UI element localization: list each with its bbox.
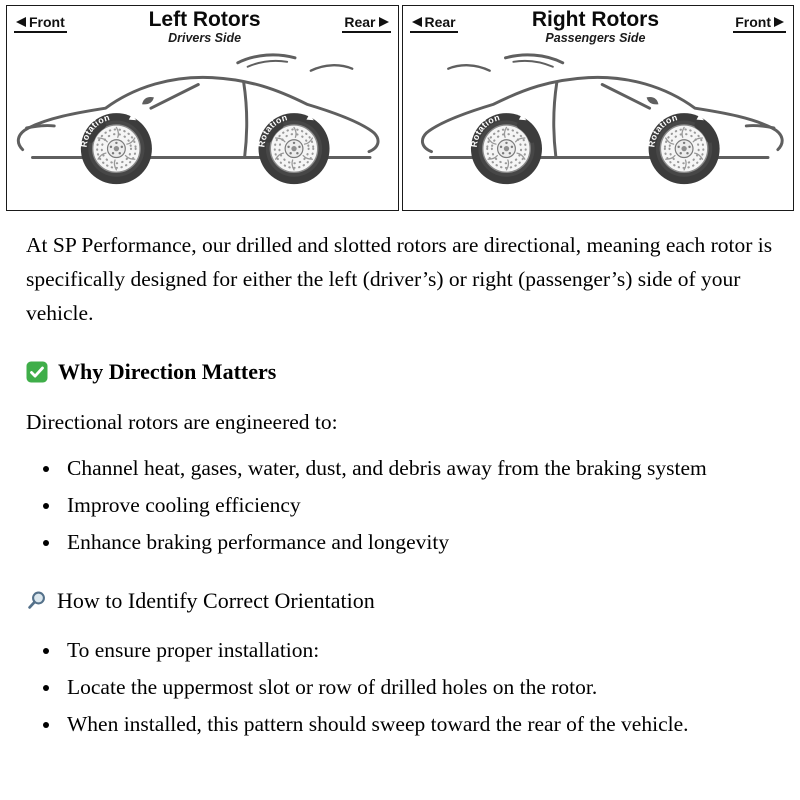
list-item: • Enhance braking performance and longevity <box>62 526 774 560</box>
panel-header <box>410 9 787 45</box>
panel-subtitle: Drivers Side <box>168 31 242 46</box>
left-rotors-panel <box>6 5 399 211</box>
arrow-right-icon <box>774 17 784 27</box>
car-illustration-right <box>410 47 787 197</box>
direction-label-text: Front <box>735 14 771 30</box>
panel-title: Right Rotors <box>531 8 660 31</box>
section-heading-text: Why Direction Matters <box>58 358 277 384</box>
rotation-label: Rotation <box>256 112 289 149</box>
panel-title-block <box>532 9 659 45</box>
lead-paragraph: Directional rotors are engineered to: <box>26 409 338 434</box>
benefits-list <box>26 452 774 560</box>
rotation-label: Rotation <box>645 112 679 149</box>
arrow-left-icon <box>412 17 422 27</box>
arrow-right-icon <box>379 17 389 27</box>
rear-direction-label <box>410 12 458 33</box>
section-heading-direction-matters <box>26 355 774 390</box>
front-direction-label <box>733 12 786 33</box>
panel-title-block <box>149 9 261 45</box>
arrow-left-icon <box>16 17 26 27</box>
car-illustration-left <box>14 47 391 197</box>
list-item: • Improve cooling efficiency <box>62 489 774 523</box>
front-direction-label <box>14 12 67 33</box>
rotor-direction-diagram <box>0 0 800 215</box>
list-item: • Locate the uppermost slot or row of drilled holes on the rotor. <box>62 671 774 705</box>
list-item: • To ensure proper installation: <box>62 634 774 668</box>
direction-label-text: Front <box>29 14 65 30</box>
orientation-list <box>26 634 774 742</box>
magnifier-icon <box>26 590 47 611</box>
rotation-label: Rotation <box>78 112 112 149</box>
rotation-label: Rotation <box>468 112 501 149</box>
direction-label-text: Rear <box>344 14 376 30</box>
section-heading-orientation <box>26 584 774 619</box>
panel-subtitle: Passengers Side <box>545 31 646 46</box>
panel-header <box>14 9 391 45</box>
list-item: • When installed, this pattern should sweep toward the rear of the vehicle. <box>62 708 774 742</box>
list-item: • Channel heat, gases, water, dust, and debris away from the braking system <box>62 452 774 486</box>
article-body <box>0 215 800 742</box>
panel-title: Left Rotors <box>148 8 261 31</box>
intro-paragraph: At SP Performance, our drilled and slotted rotors are directional, meaning each rotor is specifically designed for either the left (driver’s) or right (passenger’s) side of your vehicle. <box>26 233 773 325</box>
direction-label-text: Rear <box>424 14 456 30</box>
section-heading-text: How to Identify Correct Orientation <box>57 587 375 613</box>
right-rotors-panel <box>402 5 795 211</box>
check-icon <box>26 361 48 383</box>
rear-direction-label <box>342 12 390 33</box>
